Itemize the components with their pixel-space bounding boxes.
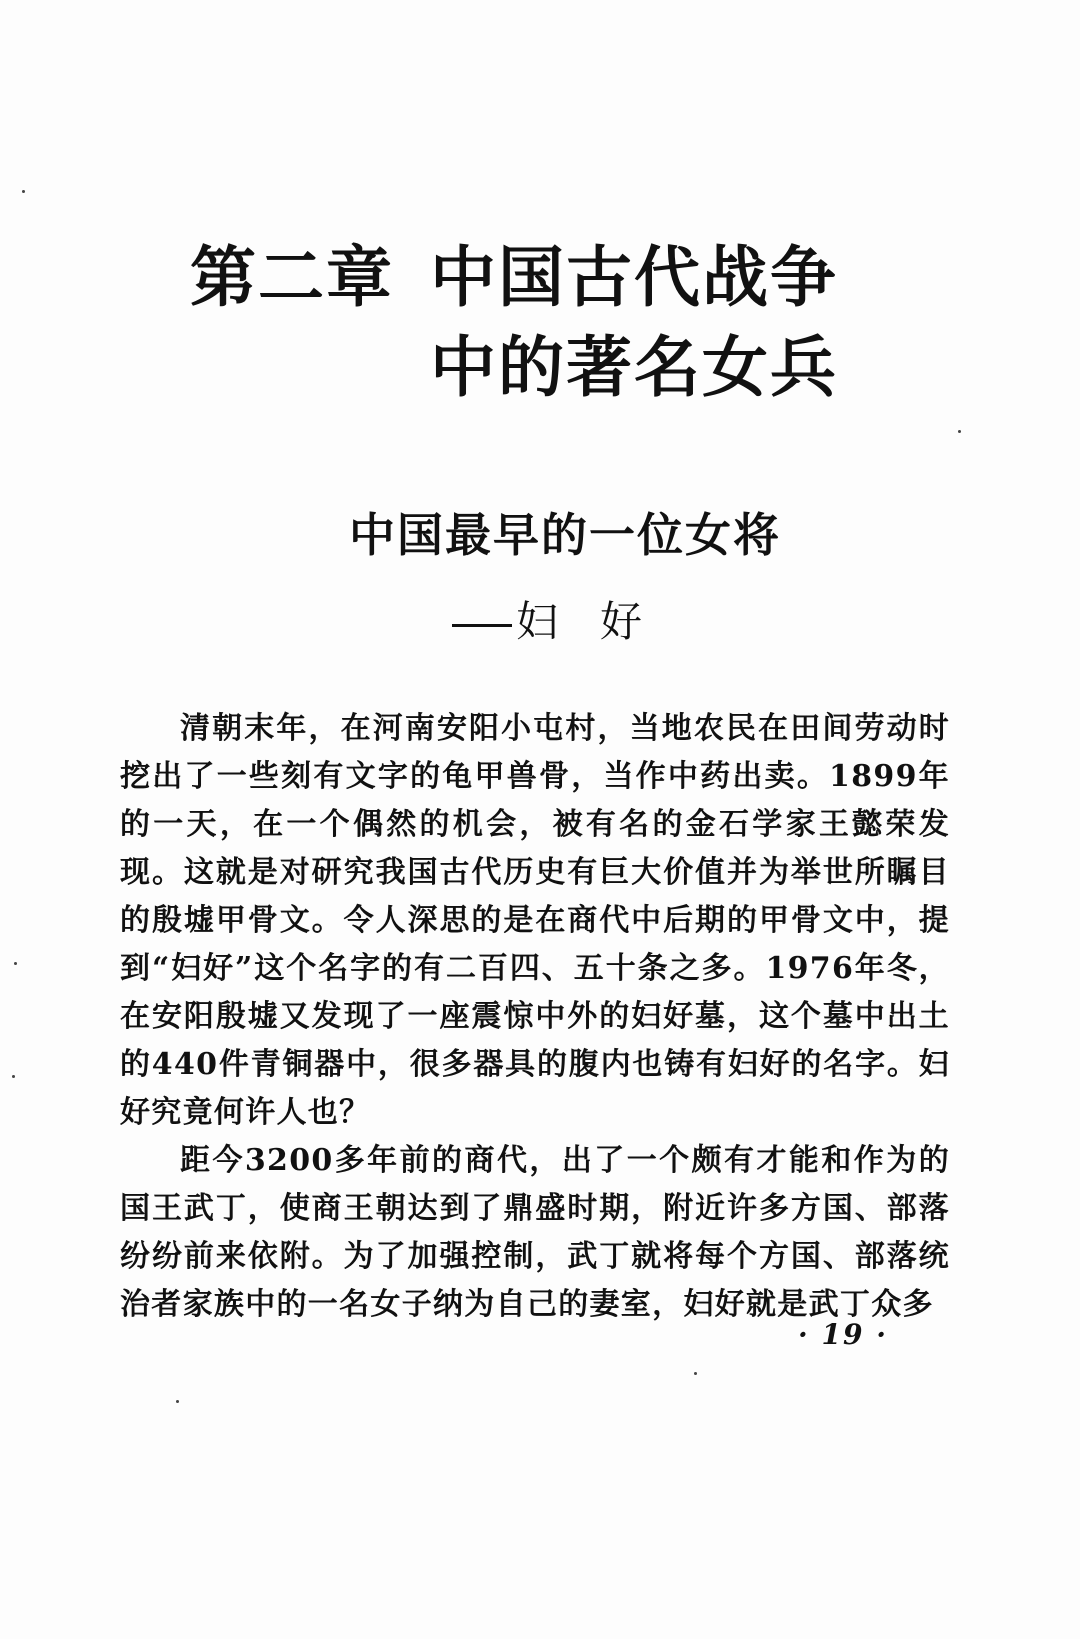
paragraph-2: 距今3200多年前的商代，出了一个颇有才能和作为的国王武丁，使商王朝达到了鼎盛时期，附近许多方国、部落纷纷前来依附。为了加强控制，武丁就将每个方国、部落统治者家族中的一名女子纳为自己的妻室，妇好就是武丁众多 [120, 1143, 950, 1322]
chapter-title-line-2: 中的著名女兵 [430, 328, 838, 406]
section-subject [452, 594, 642, 650]
em-dash [452, 624, 512, 627]
subject-name: 妇 好 [516, 597, 643, 646]
body-text [120, 705, 950, 1329]
chapter-label: 第二章 [190, 238, 394, 316]
scan-speck [176, 1400, 179, 1403]
scan-speck [958, 430, 961, 433]
scan-speck [22, 190, 25, 193]
scan-speck [12, 1075, 15, 1078]
page-number: · 19 · [798, 1318, 888, 1351]
chapter-title-line-1: 中国古代战争 [430, 238, 838, 316]
scan-speck [694, 1372, 697, 1375]
chapter-title [190, 232, 890, 412]
section-title: 中国最早的一位女将 [349, 508, 781, 562]
paragraph-1: 清朝末年，在河南安阳小屯村，当地农民在田间劳动时挖出了一些刻有文字的龟甲兽骨，当作中药出卖。1899年的一天，在一个偶然的机会，被有名的金石学家王懿荣发现。这就是对研究我国古代历史有巨大价值并为举世所瞩目的殷墟甲骨文。令人深思的是在商代中后期的甲骨文中，提到“妇好”这个名字的有二百四、五十条之多。1976年冬，在安阳殷墟又发现了一座震惊中外的妇好墓，这个墓中出土的440件青铜器中，很多器具的腹内也铸有妇好的名字。妇好究竟何许人也？ [120, 711, 950, 1130]
scan-speck [14, 962, 17, 965]
